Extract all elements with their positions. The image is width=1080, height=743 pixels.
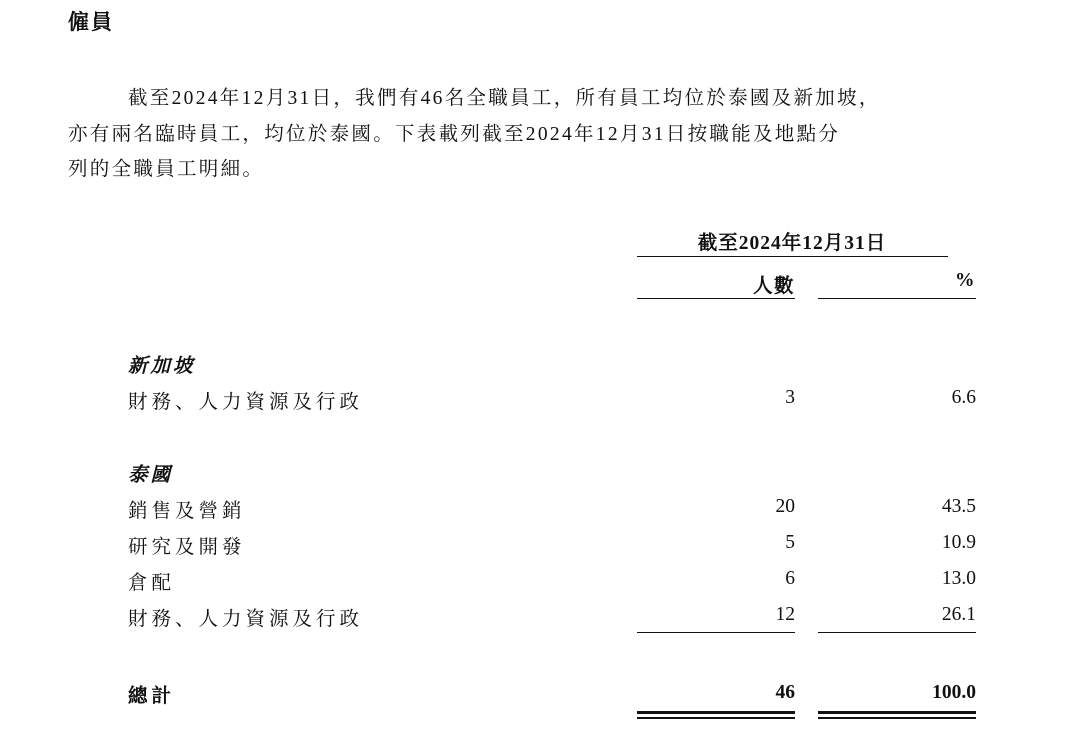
subtotal-rule-percent	[818, 632, 976, 633]
row-headcount: 5	[785, 532, 795, 553]
group-heading-singapore: 新加坡	[128, 356, 196, 377]
row-label: 財務、人力資源及行政	[128, 609, 364, 630]
intro-paragraph-line-1: 截至2024年12月31日，我們有46名全職員工，所有員工均位於泰國及新加坡，	[128, 88, 881, 109]
section-title: 僱員	[68, 10, 114, 34]
row-headcount: 20	[775, 496, 795, 517]
period-header: 截至2024年12月31日	[697, 233, 887, 254]
row-percent: 43.5	[941, 496, 976, 517]
column-header-rule-percent	[818, 298, 976, 299]
group-heading-thailand: 泰國	[128, 465, 174, 486]
period-header-rule	[637, 256, 948, 257]
total-label: 總計	[128, 686, 176, 707]
total-double-rule-top-headcount	[637, 711, 795, 714]
row-label: 倉配	[128, 573, 176, 594]
total-headcount: 46	[775, 682, 795, 703]
row-label: 研究及開發	[128, 537, 246, 558]
row-percent: 6.6	[951, 387, 976, 408]
subtotal-rule-headcount	[637, 632, 795, 633]
row-headcount: 6	[785, 568, 795, 589]
total-double-rule-bottom-percent	[818, 717, 976, 719]
row-percent: 13.0	[941, 568, 976, 589]
column-header-headcount: 人數	[752, 276, 795, 297]
row-label: 財務、人力資源及行政	[128, 392, 364, 413]
intro-paragraph-line-2: 亦有兩名臨時員工，均位於泰國。下表載列截至2024年12月31日按職能及地點分	[68, 124, 841, 145]
row-headcount: 3	[785, 387, 795, 408]
column-header-rule-headcount	[637, 298, 795, 299]
row-label: 銷售及營銷	[128, 501, 246, 522]
total-double-rule-top-percent	[818, 711, 976, 714]
column-header-percent: %	[955, 270, 976, 291]
intro-paragraph-line-3: 列的全職員工明細。	[68, 159, 265, 180]
row-headcount: 12	[775, 604, 795, 625]
total-double-rule-bottom-headcount	[637, 717, 795, 719]
row-percent: 26.1	[941, 604, 976, 625]
total-percent: 100.0	[932, 682, 976, 703]
row-percent: 10.9	[941, 532, 976, 553]
